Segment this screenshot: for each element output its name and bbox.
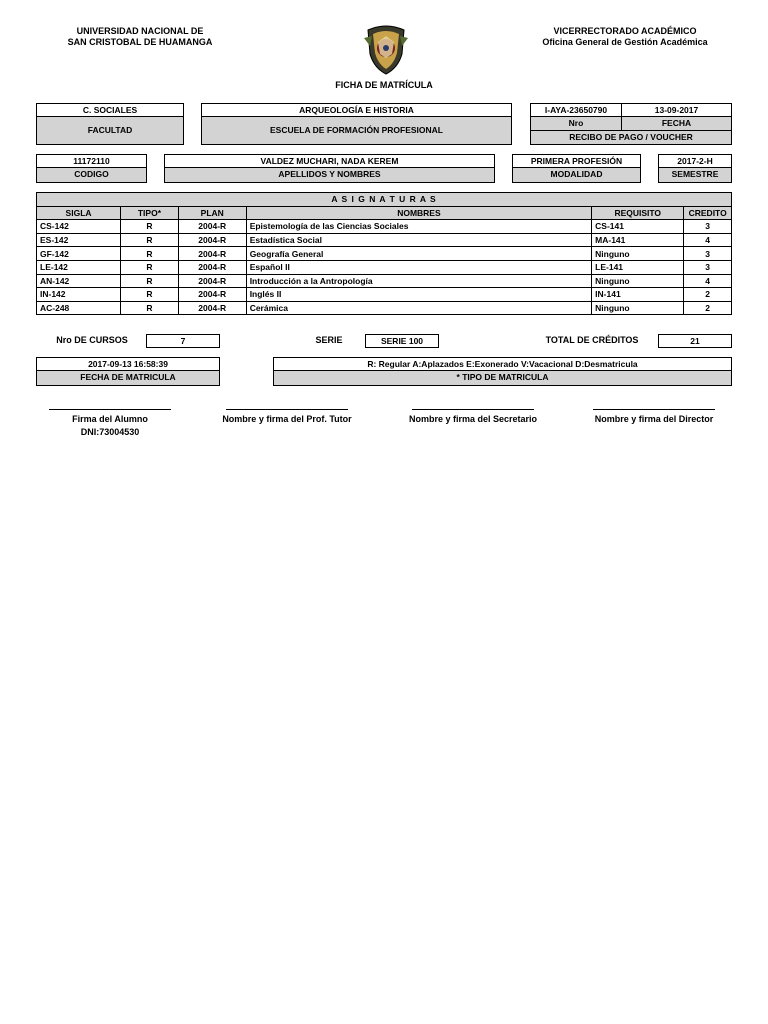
modality-value: PRIMERA PROFESIÓN [513, 155, 640, 168]
course-sigla: ES-142 [37, 233, 121, 247]
nro-cursos-value: 7 [146, 334, 220, 348]
course-sigla: AC-248 [37, 301, 121, 315]
course-sigla: IN-142 [37, 288, 121, 302]
secretary-signature-label: Nombre y firma del Secretario [408, 414, 538, 424]
course-requisito: IN-141 [592, 288, 684, 302]
course-tipo: R [121, 288, 179, 302]
col-sigla: SIGLA [37, 206, 121, 220]
receipt-label: RECIBO DE PAGO / VOUCHER [531, 131, 731, 144]
office-line1: VICERRECTORADO ACADÉMICO [553, 26, 697, 36]
enrollment-date-box [36, 357, 220, 386]
course-requisito: CS-141 [592, 220, 684, 234]
total-creditos-value: 21 [658, 334, 732, 348]
school-box [201, 103, 512, 145]
enrollment-date-label: FECHA DE MATRICULA [37, 371, 219, 385]
table-row [37, 288, 732, 302]
page-title: FICHA DE MATRÍCULA [335, 80, 433, 90]
receipt-date-value: 13-09-2017 [622, 104, 731, 117]
courses-table [36, 192, 732, 315]
course-credito: 3 [684, 260, 732, 274]
university-line1: UNIVERSIDAD NACIONAL DE [76, 26, 204, 36]
course-plan: 2004-R [178, 288, 246, 302]
serie-label: SERIE [315, 335, 343, 345]
student-name-value: VALDEZ MUCHARI, NADA KEREM [165, 155, 494, 168]
enrollment-date-value: 2017-09-13 16:58:39 [37, 358, 219, 371]
office-name [520, 26, 730, 48]
table-row [37, 220, 732, 234]
student-signature [30, 414, 190, 437]
faculty-value: C. SOCIALES [37, 104, 183, 117]
faculty-label: FACULTAD [37, 117, 183, 144]
enrollment-types-legend: R: Regular A:Aplazados E:Exonerado V:Vacacional D:Desmatricula [274, 358, 731, 371]
course-tipo: R [121, 247, 179, 261]
course-tipo: R [121, 220, 179, 234]
course-requisito: Ninguno [592, 274, 684, 288]
courses-header-row [37, 206, 732, 220]
course-tipo: R [121, 301, 179, 315]
course-plan: 2004-R [178, 260, 246, 274]
semester-value: 2017-2-H [659, 155, 731, 168]
col-plan: PLAN [178, 206, 246, 220]
col-credito: CREDITO [684, 206, 732, 220]
school-label: ESCUELA DE FORMACIÓN PROFESIONAL [202, 117, 511, 144]
semester-label: SEMESTRE [659, 168, 731, 182]
course-credito: 2 [684, 288, 732, 302]
university-line2: SAN CRISTOBAL DE HUAMANGA [67, 37, 213, 47]
university-name [40, 26, 240, 48]
secretary-signature-line [412, 409, 534, 410]
receipt-number-value: I-AYA-23650790 [531, 104, 622, 117]
course-sigla: GF-142 [37, 247, 121, 261]
student-name-box [164, 154, 495, 183]
course-requisito: MA-141 [592, 233, 684, 247]
semester-box [658, 154, 732, 183]
course-tipo: R [121, 233, 179, 247]
course-nombre: Inglés II [246, 288, 591, 302]
student-signature-label: Firma del Alumno [72, 414, 148, 424]
course-plan: 2004-R [178, 233, 246, 247]
tutor-signature-label: Nombre y firma del Prof. Tutor [222, 414, 352, 424]
course-plan: 2004-R [178, 220, 246, 234]
course-plan: 2004-R [178, 274, 246, 288]
nro-cursos-label: Nro DE CURSOS [56, 335, 128, 345]
student-dni: DNI:73004530 [80, 427, 140, 437]
col-requisito: REQUISITO [592, 206, 684, 220]
course-plan: 2004-R [178, 301, 246, 315]
university-crest-icon [364, 24, 408, 76]
school-value: ARQUEOLOGÍA E HISTORIA [202, 104, 511, 117]
col-tipo: TIPO* [121, 206, 179, 220]
modality-label: MODALIDAD [513, 168, 640, 182]
total-creditos-label: TOTAL DE CRÉDITOS [545, 335, 639, 345]
course-nombre: Geografía General [246, 247, 591, 261]
enrollment-type-label: * TIPO DE MATRICULA [274, 371, 731, 385]
serie-value: SERIE 100 [365, 334, 439, 348]
course-credito: 4 [684, 274, 732, 288]
receipt-box [530, 103, 732, 145]
course-sigla: LE-142 [37, 260, 121, 274]
courses-title: A S I G N A T U R A S [37, 193, 732, 207]
table-row [37, 233, 732, 247]
course-plan: 2004-R [178, 247, 246, 261]
student-code-value: 11172110 [37, 155, 146, 168]
student-code-box [36, 154, 147, 183]
course-requisito: Ninguno [592, 247, 684, 261]
student-signature-line [49, 409, 171, 410]
student-name-label: APELLIDOS Y NOMBRES [165, 168, 494, 182]
faculty-box [36, 103, 184, 145]
table-row [37, 274, 732, 288]
director-signature-line [593, 409, 715, 410]
director-signature-label: Nombre y firma del Director [594, 414, 714, 424]
table-row [37, 260, 732, 274]
receipt-date-label: FECHA [622, 117, 731, 131]
course-nombre: Cerámica [246, 301, 591, 315]
course-tipo: R [121, 274, 179, 288]
modality-box [512, 154, 641, 183]
student-code-label: CODIGO [37, 168, 146, 182]
course-nombre: Epistemología de las Ciencias Sociales [246, 220, 591, 234]
course-nombre: Introducción a la Antropología [246, 274, 591, 288]
course-credito: 2 [684, 301, 732, 315]
table-row [37, 301, 732, 315]
receipt-number-label: Nro [531, 117, 622, 131]
course-sigla: CS-142 [37, 220, 121, 234]
course-requisito: Ninguno [592, 301, 684, 315]
tutor-signature-line [226, 409, 348, 410]
office-line2: Oficina General de Gestión Académica [542, 37, 708, 47]
course-nombre: Español II [246, 260, 591, 274]
course-credito: 3 [684, 247, 732, 261]
course-tipo: R [121, 260, 179, 274]
course-sigla: AN-142 [37, 274, 121, 288]
enrollment-type-box [273, 357, 732, 386]
course-credito: 3 [684, 220, 732, 234]
col-nombres: NOMBRES [246, 206, 591, 220]
course-requisito: LE-141 [592, 260, 684, 274]
course-credito: 4 [684, 233, 732, 247]
course-nombre: Estadística Social [246, 233, 591, 247]
table-row [37, 247, 732, 261]
